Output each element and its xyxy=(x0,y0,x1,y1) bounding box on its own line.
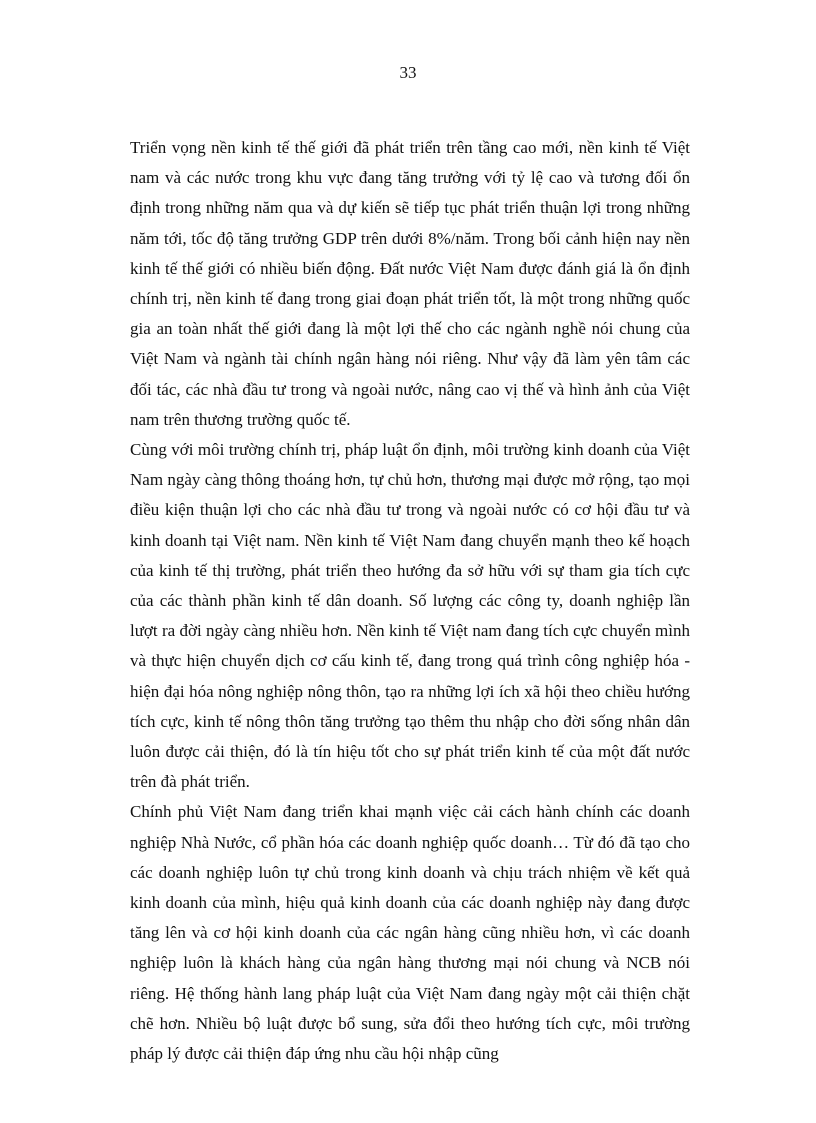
paragraph-business-environment: Cùng với môi trường chính trị, pháp luật ổn định, môi trường kinh doanh của Việt Nam ngày càng thông thoáng hơn, tự chủ hơn, thương mại được mở rộng, tạo mọi điều kiện thuận lợi cho các nhà đầu tư trong và ngoài nước có cơ hội đầu tư và kinh doanh tại Việt nam. Nền kinh tế Việt Nam đang chuyển mạnh theo kế hoạch của kinh tế thị trường, phát triển theo hướng đa sở hữu với sự tham gia tích cực của các thành phần kinh tế dân doanh. Số lượng các công ty, doanh nghiệp lần lượt ra đời ngày càng nhiều hơn. Nền kinh tế Việt nam đang tích cực chuyển mình và thực hiện chuyển dịch cơ cấu kinh tế, đang trong quá trình công nghiệp hóa - hiện đại hóa nông nghiệp nông thôn, tạo ra những lợi ích xã hội theo chiều hướng tích cực, kinh tế nông thôn tăng trưởng tạo thêm thu nhập cho đời sống nhân dân luôn được cải thiện, đó là tín hiệu tốt cho sự phát triển kinh tế của một đất nước trên đà phát triển. xyxy=(130,440,690,792)
body-text xyxy=(130,133,690,1069)
paragraph-government-reform: Chính phủ Việt Nam đang triển khai mạnh việc cải cách hành chính các doanh nghiệp Nhà Nước, cổ phần hóa các doanh nghiệp quốc doanh… Từ đó đã tạo cho các doanh nghiệp luôn tự chủ trong kinh doanh và chịu trách nhiệm về kết quả kinh doanh của mình, hiệu quả kinh doanh của các doanh nghiệp này đang được tăng lên và cơ hội kinh doanh của các ngân hàng cũng nhiều hơn, vì các doanh nghiệp luôn là khách hàng của ngân hàng thương mại nói chung và NCB nói riêng. Hệ thống hành lang pháp luật của Việt Nam đang ngày một cải thiện chặt chẽ hơn. Nhiều bộ luật được bổ sung, sửa đổi theo hướng tích cực, môi trường pháp lý được cải thiện đáp ứng nhu cầu hội nhập cũng xyxy=(130,802,690,1064)
page-number: 33 xyxy=(399,63,417,82)
paragraph-world-economy-outlook: Triển vọng nền kinh tế thế giới đã phát triển trên tầng cao mới, nền kinh tế Việt nam và các nước trong khu vực đang tăng trưởng với tỷ lệ cao và tương đối ổn định trong những năm qua và dự kiến sẽ tiếp tục phát triển thuận lợi trong những năm tới, tốc độ tăng trưởng GDP trên dưới 8%/năm. Trong bối cảnh hiện nay nền kinh tế thế giới có nhiều biến động. Đất nước Việt Nam được đánh giá là ổn định chính trị, nền kinh tế đang trong giai đoạn phát triển tốt, là một trong những quốc gia an toàn nhất thế giới đang là một lợi thế cho các ngành nghề nói chung của Việt Nam và ngành tài chính ngân hàng nói riêng. Như vậy đã làm yên tâm các đối tác, các nhà đầu tư trong và ngoài nước, nâng cao vị thế và hình ảnh của Việt nam trên thương trường quốc tế. xyxy=(130,138,690,429)
